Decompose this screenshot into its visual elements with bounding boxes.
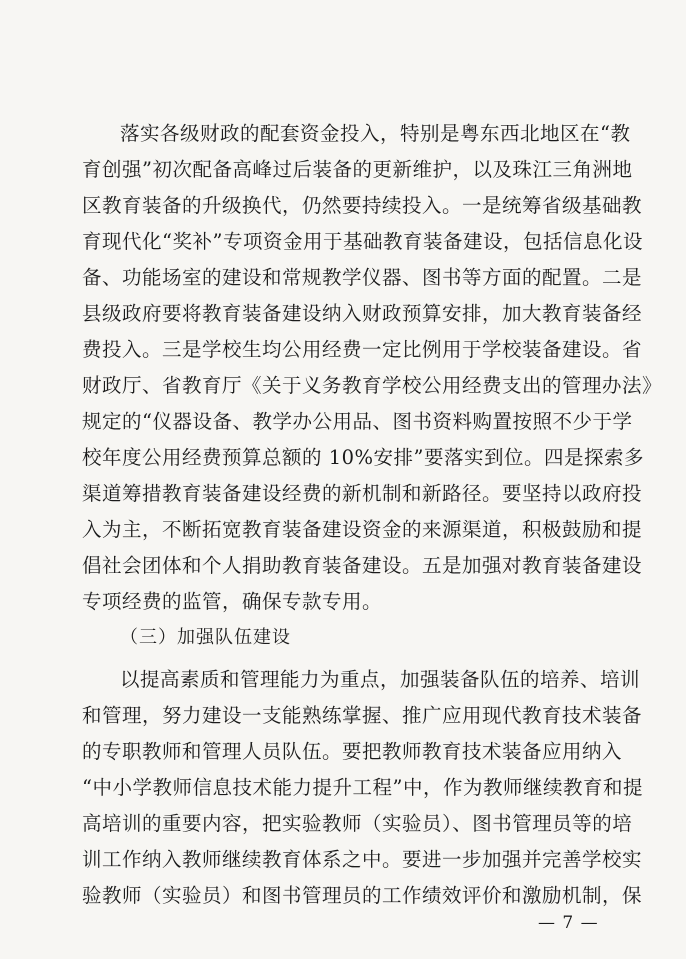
paragraph-1-line-5: 备、功能场室的建设和常规教学仪器、图书等方面的配置。二是 bbox=[82, 266, 643, 289]
paragraph-1-line-7: 费投入。三是学校生均公用经费一定比例用于学校装备建设。省 bbox=[82, 338, 643, 361]
paragraph-1-line-8: 财政厅、省教育厅《关于义务教育学校公用经费支出的管理办法》 bbox=[82, 374, 663, 397]
paragraph-1-line-13: 倡社会团体和个人捐助教育装备建设。五是加强对教育装备建设 bbox=[82, 554, 643, 577]
paragraph-1-line-2: 育创强”初次配备高峰过后装备的更新维护，以及珠江三角洲地 bbox=[82, 158, 633, 181]
paragraph-1-line-4: 育现代化“奖补”专项资金用于基础教育装备建设，包括信息化设 bbox=[82, 230, 643, 253]
paragraph-1-line-9: 规定的“仪器设备、教学办公用品、图书资料购置按照不少于学 bbox=[82, 410, 633, 433]
paragraph-1-line-14: 专项经费的监管，确保专款专用。 bbox=[82, 590, 383, 613]
paragraph-1-line-12: 入为主，不断拓宽教育装备建设资金的来源渠道，积极鼓励和提 bbox=[82, 518, 643, 541]
page-number: — 7 — bbox=[538, 913, 599, 933]
paragraph-1-line-6: 县级政府要将教育装备建设纳入财政预算安排，加大教育装备经 bbox=[82, 302, 643, 325]
paragraph-2-line-6: 训工作纳入教师继续教育体系之中。要进一步加强并完善学校实 bbox=[82, 848, 643, 871]
paragraph-2-line-3: 的专职教师和管理人员队伍。要把教师教育技术装备应用纳入 bbox=[82, 740, 623, 763]
paragraph-2-line-4: “中小学教师信息技术能力提升工程”中，作为教师继续教育和提 bbox=[82, 776, 643, 799]
paragraph-1-line-1: 落实各级财政的配套资金投入，特别是粤东西北地区在“教 bbox=[120, 122, 631, 145]
section-heading: （三）加强队伍建设 bbox=[120, 627, 291, 648]
paragraph-2-line-2: 和管理，努力建设一支能熟练掌握、推广应用现代教育技术装备 bbox=[82, 704, 643, 727]
paragraph-1-line-11: 渠道筹措教育装备建设经费的新机制和新路径。要坚持以政府投 bbox=[82, 482, 643, 505]
paragraph-1-line-3: 区教育装备的升级换代，仍然要持续投入。一是统筹省级基础教 bbox=[82, 194, 643, 217]
paragraph-1-line-10: 校年度公用经费预算总额的 10%安排”要落实到位。四是探索多 bbox=[82, 446, 645, 469]
paragraph-2-line-7: 验教师（实验员）和图书管理员的工作绩效评价和激励机制，保 bbox=[82, 884, 643, 907]
paragraph-2-line-5: 高培训的重要内容，把实验教师（实验员）、图书管理员等的培 bbox=[82, 812, 633, 835]
paragraph-2-line-1: 以提高素质和管理能力为重点，加强装备队伍的培养、培训 bbox=[120, 668, 641, 691]
